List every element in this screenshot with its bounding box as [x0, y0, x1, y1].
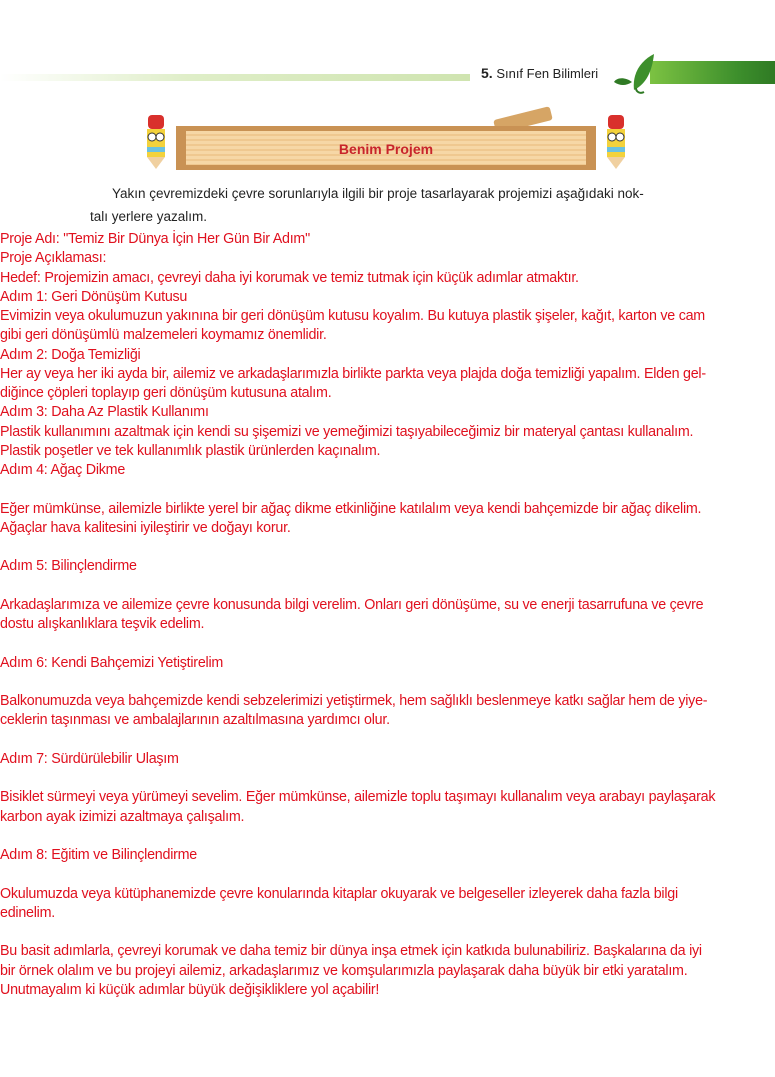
subject-number: 5.: [481, 65, 493, 81]
answer-line: Adım 6: Kendi Bahçemizi Yetiştirelim: [0, 654, 224, 671]
project-answer-text: [0, 230, 775, 1000]
blank-line: [0, 923, 775, 942]
answer-line: Bisiklet sürmeyi veya yürümeyi sevelim. Eğer mümkünse, ailemizle toplu taşımayı kullanalım veya arabayı paylaşarak: [0, 789, 716, 806]
blank-line: [0, 731, 775, 750]
instructions: [90, 182, 710, 228]
answer-line: Arkadaşlarımıza ve ailemize çevre konusunda bilgi verelim. Onları geri dönüşüme, su ve enerji tasarrufuna ve çevre: [0, 596, 704, 613]
answer-line: bir örnek olalım ve bu projeyi ailemiz, arkadaşlarımız ve komşularımızla paylaşarak daha büyük bir etki yaratalım.: [0, 962, 688, 979]
blank-line: [0, 538, 775, 557]
blank-line: [0, 634, 775, 653]
answer-line: Proje Açıklaması:: [0, 250, 107, 267]
header-decor-bar: [0, 74, 470, 81]
answer-line: Evimizin veya okulumuzun yakınına bir geri dönüşüm kutusu koyalım. Bu kutuya plastik şişeler, kağıt, karton ve cam: [0, 308, 705, 324]
answer-line: Adım 5: Bilinçlendirme: [0, 558, 137, 575]
answer-line: Okulumuzda veya kütüphanemizde çevre konularında kitaplar okuyarak ve belgeseller izleyerek daha fazla bilgi: [0, 885, 678, 902]
answer-line: Plastik kullanımını azaltmak için kendi su şişemizi ve yemeğimizi taşıyabileceğimiz bir materyal çantası kullanalım.: [0, 423, 694, 440]
answer-line: Adım 3: Daha Az Plastik Kullanımı: [0, 404, 209, 421]
answer-line: Adım 7: Sürdürülebilir Ulaşım: [0, 750, 179, 767]
blank-line: [0, 865, 775, 884]
pencil-mascot-icon: [600, 113, 632, 171]
answer-line: Ağaçlar hava kalitesini iyileştirir ve doğayı korur.: [0, 519, 291, 536]
answer-line: Unutmayalım ki küçük adımlar büyük değişikliklere yol açabilir!: [0, 981, 380, 998]
answer-line: Plastik poşetler ve tek kullanımlık plastik ürünlerden kaçınalım.: [0, 442, 381, 459]
answer-line: Bu basit adımlarla, çevreyi korumak ve daha temiz bir dünya inşa etmek için katkıda bulunabiliriz. Başkalarına da iyi: [0, 943, 702, 960]
answer-line: Eğer mümkünse, ailemizle birlikte yerel bir ağaç dikme etkinliğine katılalım veya kendi bahçemizde bir ağaç dikelim.: [0, 500, 702, 517]
answer-line: Adım 2: Doğa Temizliği: [0, 346, 141, 363]
answer-line: edinelim.: [0, 904, 55, 921]
banner-title: Benim Projem: [338, 141, 434, 157]
subject-name: Sınıf Fen Bilimleri: [496, 66, 599, 81]
answer-line: Proje Adı: "Temiz Bir Dünya İçin Her Gün Bir Adım": [0, 231, 310, 247]
answer-line: diğince çöpleri toplayıp geri dönüşüm kutusuna atalım.: [0, 385, 332, 401]
blank-line: [0, 673, 775, 692]
answer-line: Her ay veya her iki ayda bir, ailemiz ve arkadaşlarımızla birlikte parkta veya plajda doğa temizliği yapalım. Elden gel-: [0, 365, 706, 382]
answer-line: gibi geri dönüşümlü malzemeleri koymamız önemlidir.: [0, 327, 327, 344]
answer-line: dostu alışkanlıklara teşvik edelim.: [0, 616, 205, 632]
answer-line: Adım 4: Ağaç Dikme: [0, 462, 126, 478]
answer-line: Hedef: Projemizin amacı, çevreyi daha iyi korumak ve temiz tutmak için küçük adımlar atmaktır.: [0, 269, 579, 286]
blank-line: [0, 480, 775, 499]
answer-line: karbon ayak izimizi azaltmaya çalışalım.: [0, 808, 245, 825]
pencil-mascot-icon: [140, 113, 172, 171]
instructions-line: Yakın çevremizdeki çevre sorunlarıyla ilgili bir proje tasarlayarak projemizi aşağıdaki nok-: [112, 186, 644, 201]
answer-line: Adım 8: Eğitim ve Bilinçlendirme: [0, 847, 197, 863]
instructions-line: talı yerlere yazalım.: [90, 209, 208, 224]
leaf-icon: [612, 52, 656, 94]
blank-line: [0, 827, 775, 846]
subject-title: [481, 65, 598, 81]
blank-line: [0, 577, 775, 596]
answer-line: Adım 1: Geri Dönüşüm Kutusu: [0, 288, 188, 305]
blank-line: [0, 769, 775, 788]
answer-line: ceklerin taşınması ve ambalajlarının azaltılmasına yardımcı olur.: [0, 712, 390, 729]
header-green-bar: [650, 61, 775, 84]
banner-board: [176, 126, 596, 170]
answer-line: Balkonumuzda veya bahçemizde kendi sebzelerimizi yetiştirmek, hem sağlıklı beslenmeye katkı sağlar hem de yiye-: [0, 693, 708, 709]
